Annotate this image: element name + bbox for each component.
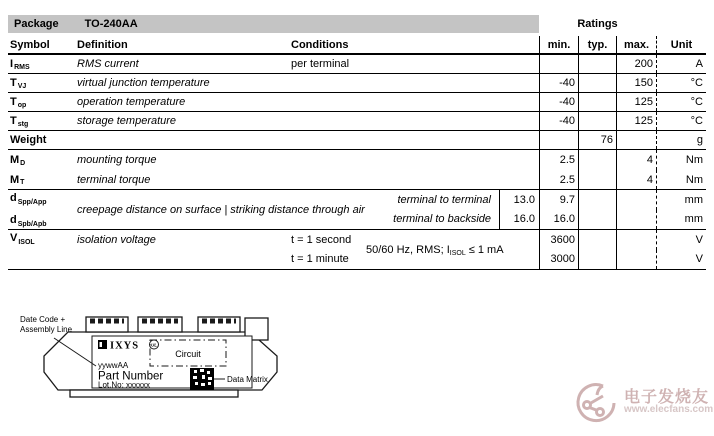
table-row: [8, 55, 706, 74]
min-cell: [539, 55, 578, 73]
symbol-cell: T stg: [10, 115, 29, 128]
unit-cell: mm: [656, 190, 706, 210]
min-cell: 3600: [539, 230, 578, 250]
symbol-cell: I RMS: [10, 58, 30, 71]
typ-cell: [578, 150, 616, 170]
table-header-row: [8, 36, 706, 55]
symbol-definition-cell: $d_{Spp/App}$ $d_{Spb/Apb}$ creepage distance on surface | striking distance through air: [10, 192, 365, 228]
condition-cell: [283, 112, 539, 130]
typ-cell: [578, 230, 616, 250]
watermark-cn-text: 电子发烧友: [624, 389, 710, 406]
symbol-definition-cell: $V_{ISOL}$ isolation voltage: [10, 232, 156, 246]
typ-cell: [578, 190, 616, 210]
table-row: [8, 112, 706, 131]
date-code-callout-line2: Assembly Line: [20, 325, 73, 334]
condition-cell: [283, 131, 539, 149]
col-symbol: Symbol: [10, 38, 50, 51]
typ-cell: [578, 93, 616, 111]
data-matrix-icon: [190, 368, 214, 390]
table-row: [8, 150, 706, 170]
typ-cell: [578, 112, 616, 130]
circuit-label: Circuit: [175, 349, 201, 359]
lot-number-text: Lot.No: xxxxxx: [98, 380, 151, 390]
data-matrix-callout: Data Matrix: [227, 375, 268, 384]
max-cell: [616, 131, 656, 149]
symbol-cell: T op: [10, 96, 27, 109]
unit-cell: A: [656, 55, 706, 73]
table-title-row: [8, 15, 706, 33]
typ-cell: [578, 55, 616, 73]
package-header-bar: [8, 15, 539, 33]
condition-cell: [283, 93, 539, 111]
col-max: max.: [616, 36, 656, 53]
creepage-value-cell: 16.0: [499, 210, 539, 230]
package-drawing: [8, 302, 318, 416]
condition-cell: per terminal: [291, 58, 350, 70]
unit-cell: mm: [656, 210, 706, 230]
package-value: TO-240AA: [84, 18, 138, 30]
unit-cell: V: [656, 230, 706, 250]
max-cell: 125: [616, 93, 656, 111]
shared-condition: 50/60 Hz, RMS; IISOL ≤ 1 mA: [366, 243, 504, 257]
col-unit: Unit: [656, 36, 706, 53]
weight-label: Weight: [10, 134, 47, 146]
condition-cell: t = 1 second: [291, 233, 352, 246]
ratings-table: [8, 15, 706, 270]
typ-cell: [578, 170, 616, 189]
min-cell: 3000: [539, 250, 578, 270]
typ-cell: [578, 210, 616, 230]
definition-cell: terminal torque: [77, 173, 151, 186]
watermark-url-text: www.elecfans.com: [624, 404, 714, 415]
table-row: [8, 170, 706, 190]
condition-cell: [283, 170, 539, 189]
definition-cell: mounting torque: [77, 154, 157, 166]
module-baseplate: [70, 390, 238, 397]
definition-cell: virtual junction temperature: [77, 77, 210, 89]
typ-cell: [578, 74, 616, 92]
condition-cell: terminal to backside: [393, 213, 491, 226]
unit-cell: Nm: [656, 170, 706, 189]
elecfans-logo-icon: [570, 378, 622, 430]
condition-cell: [283, 74, 539, 92]
condition-cell: terminal to terminal: [397, 193, 491, 206]
symbol-cell: M T: [10, 173, 25, 186]
max-cell: 4: [616, 150, 656, 170]
definition-cell: isolation voltage: [77, 234, 156, 246]
definition-cell: creepage distance on surface | striking distance through air: [77, 203, 365, 216]
symbol-cell: T VJ: [10, 77, 27, 90]
unit-cell: °C: [656, 112, 706, 130]
definition-cell: storage temperature: [77, 115, 177, 127]
date-code-text: yywwAA: [98, 361, 129, 370]
min-cell: -40: [539, 74, 578, 92]
symbol-cell: M D: [10, 154, 26, 167]
min-cell: 2.5: [539, 150, 578, 170]
max-cell: 4: [616, 170, 656, 189]
table-row: [8, 74, 706, 93]
brand-text: IXYS: [110, 340, 140, 352]
ratings-label: Ratings: [577, 18, 618, 30]
min-cell: -40: [539, 93, 578, 111]
min-cell: -40: [539, 112, 578, 130]
typ-cell: 76: [578, 131, 616, 149]
min-cell: 9.7: [539, 190, 578, 210]
elecfans-watermark: [570, 378, 714, 434]
date-code-callout-line1: Date Code +: [20, 315, 66, 324]
col-definition: Definition: [77, 38, 128, 51]
part-number-text: Part Number: [98, 370, 164, 383]
package-label: Package: [14, 18, 59, 30]
max-cell: 200: [616, 55, 656, 73]
min-cell: 2.5: [539, 170, 578, 189]
max-cell: 125: [616, 112, 656, 130]
col-min: min.: [539, 36, 578, 53]
condition-cell: t = 1 minute: [291, 253, 349, 266]
col-typ: typ.: [578, 36, 616, 53]
max-cell: [616, 210, 656, 230]
ixys-logo-icon: [98, 340, 107, 349]
condition-cell: [283, 150, 539, 170]
unit-cell: °C: [656, 74, 706, 92]
unit-cell: Nm: [656, 150, 706, 170]
max-cell: [616, 190, 656, 210]
table-row-group-visol: [8, 230, 706, 270]
definition-cell: RMS current: [77, 58, 139, 70]
max-cell: [616, 250, 656, 270]
definition-cell: operation temperature: [77, 96, 186, 108]
col-conditions: Conditions: [291, 38, 349, 51]
max-cell: 150: [616, 74, 656, 92]
unit-cell: g: [656, 131, 706, 149]
max-cell: [616, 230, 656, 250]
min-cell: 16.0: [539, 210, 578, 230]
min-cell: [539, 131, 578, 149]
table-row: [8, 93, 706, 112]
unit-cell: V: [656, 250, 706, 270]
typ-cell: [578, 250, 616, 270]
unit-cell: °C: [656, 93, 706, 111]
ul-mark-text: UL: [151, 342, 157, 348]
table-row-weight: [8, 131, 706, 150]
table-row-group-creepage: [8, 190, 706, 230]
creepage-value-cell: 13.0: [499, 190, 539, 210]
